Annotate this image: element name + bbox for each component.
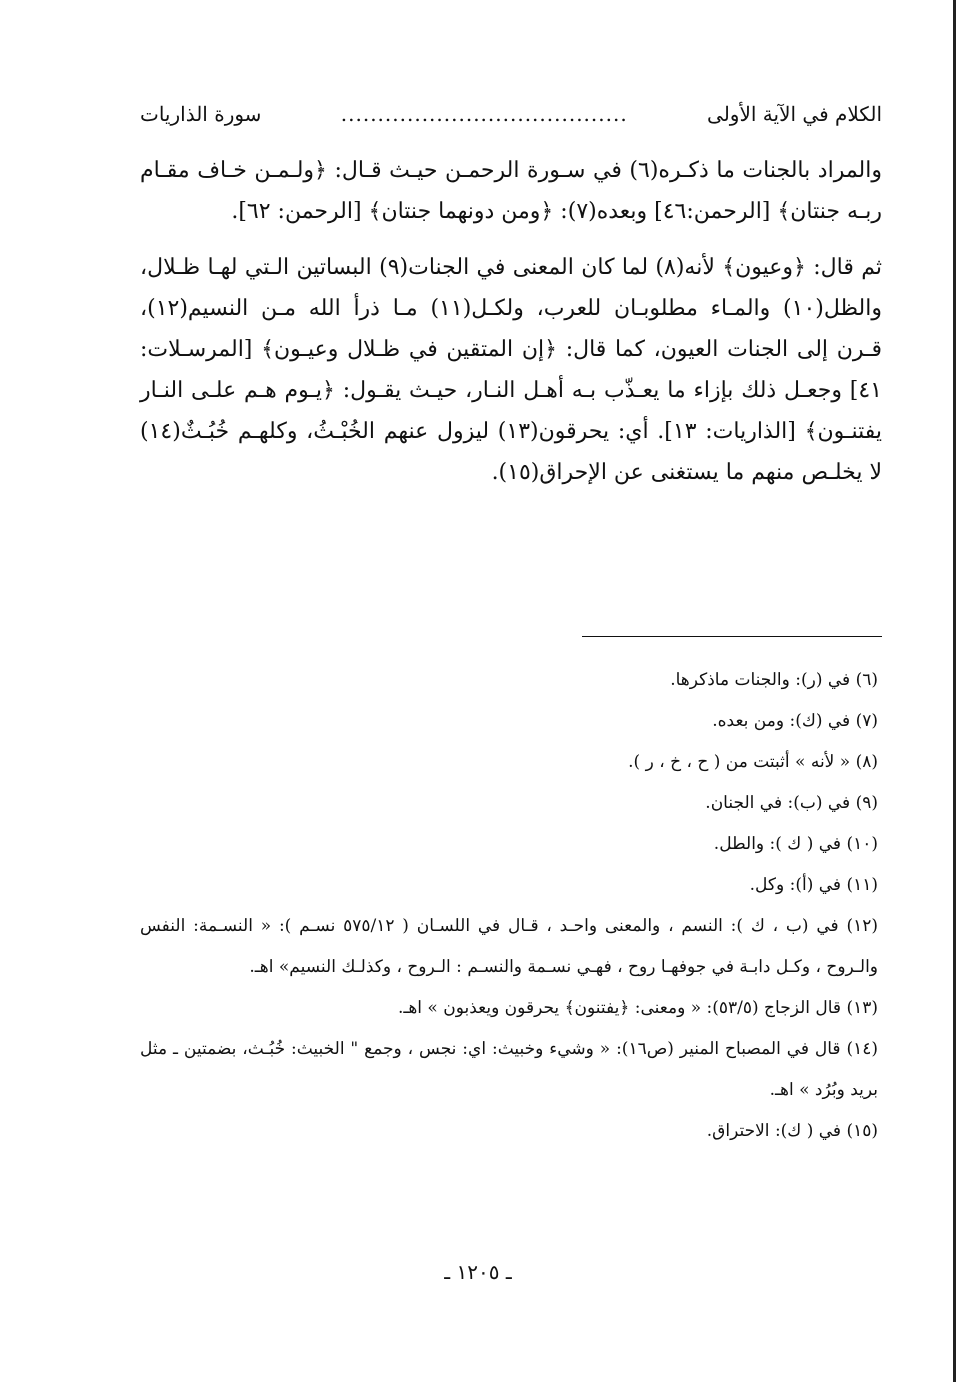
main-text	[140, 150, 882, 493]
footnote-9: (٩) في (ب): في الجنان.	[705, 793, 878, 813]
footnote-separator	[582, 636, 882, 637]
footnote-12: (١٢) في (ب ، ك ): النسم ، والمعنى واحـد ، قـال في اللسـان ( ٥٧٥/١٢ نسـم ): « النسـمة: النفس والـروح ، وكـل دابـة في جوفهـا روح ، فهـي نسـمة والنسـم : الـروح ، وكذلـك النسيم» اهـ.	[140, 916, 878, 977]
footnote-14: (١٤) قال في المصباح المنير (ص١٦): « وشيء وخبيث: اي: نجس ، وجمع " الخبيث: خُبُـث، بضمتين ـ مثل بريد وبُرُد » اهـ.	[140, 1039, 878, 1100]
footnotes	[140, 660, 882, 1152]
header-surah-title: سورة الذاريات	[140, 102, 262, 126]
running-header	[140, 96, 882, 132]
footnote-13: (١٣) قال الزجاج (٥٣/٥): « ومعنى: ﴿يفتنون﴾ يحرقون ويعذبون » اهـ.	[397, 998, 878, 1018]
header-leader-dots: .......................................	[340, 102, 628, 126]
footnote-11: (١١) في (أ): وكل.	[749, 875, 878, 895]
paragraph-1: والمراد بالجنات ما ذكـره(٦) في سـورة الرحمـن حيـث قـال: ﴿ولـمـن خـاف مقـام ربـه جنتان﴾ [الرحمن:٤٦] وبعده(٧): ﴿ومن دونهما جنتان﴾ [الرحمن: ٦٢].	[140, 158, 882, 224]
header-section-title: الكلام في الآية الأولى	[707, 102, 882, 126]
page-number: ـ ١٢٠٥ ـ	[444, 1260, 512, 1284]
footnote-10: (١٠) في ( ك ): والطل.	[713, 834, 878, 854]
footnote-6: (٦) في (ر): والجنات ماذكرها.	[670, 670, 878, 690]
paragraph-2: ثم قال: ﴿وعيون﴾ لأنه(٨) لما كان المعنى في الجنات(٩) البساتين الـتي لهـا ظـلال، والظل(١٠) والمـاء مطلوبـان للعرب، ولكـل(١١) مـا ذرأ الله مـن النسيم(١٢)، قـرن إلى الجنات العيون، كما قال: ﴿إن المتقين في ظـلال وعيـون﴾ [المرسـلات: ٤١] وجعـل ذلك بإزاء ما يعـذّب بـه أهـل النـار، حيـث يقـول: ﴿يـوم هـم علـى النـار يفتنـون﴾ [الذاريات: ١٣]. أي: يحرقون(١٣) ليزول عنهم الخُبْـثُ، وكلهـم خُبُـثٌ(١٤) لا يخلـص منهم ما يستغنى عن الإحراق(١٥).	[140, 255, 882, 485]
footnote-8: (٨) « لأنه » أثبتت من ( ح ، خ ، ر ).	[628, 752, 878, 772]
footnote-7: (٧) في (ك): ومن بعده.	[712, 711, 878, 731]
footnote-15: (١٥) في ( ك): الاحتراق.	[706, 1121, 878, 1141]
